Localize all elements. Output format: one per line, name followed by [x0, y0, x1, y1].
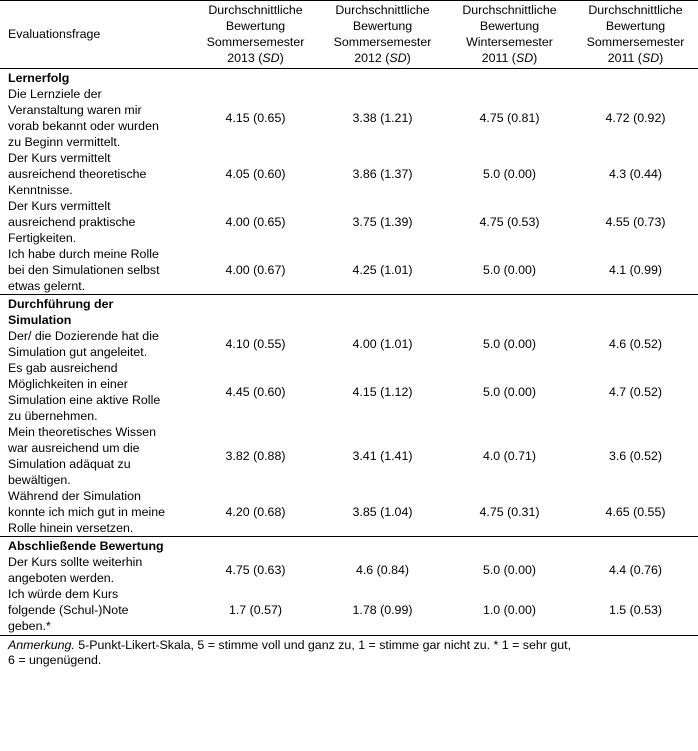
header-col-1-line1: Durchschnittliche — [208, 3, 303, 17]
question-line: Der Kurs vermittelt — [8, 199, 111, 213]
header-col-4-line1: Durchschnittliche — [588, 3, 683, 17]
header-col-2-line3: Sommersemester — [333, 35, 432, 49]
header-col-3-line1: Durchschnittliche — [462, 3, 557, 17]
value-cell: 4.00 (0.67) — [225, 263, 286, 277]
question-cell — [0, 424, 192, 488]
section-title-line: Simulation — [8, 313, 72, 327]
question-cell — [0, 198, 192, 246]
question-line: bei den Simulationen selbst — [8, 263, 160, 277]
value-cell: 5.0 (0.00) — [482, 385, 537, 399]
question-line: Fertigkeiten. — [8, 231, 77, 245]
question-cell — [0, 554, 192, 586]
question-line: Mein theoretisches Wissen — [8, 425, 157, 439]
question-line: war ausreichend um die — [8, 441, 140, 455]
question-line: Ich würde dem Kurs — [8, 587, 119, 601]
question-line: Rolle hinein versetzen. — [8, 521, 134, 535]
value-cell: 4.15 (0.65) — [225, 111, 286, 125]
question-line: Möglichkeiten in einer — [8, 377, 128, 391]
header-col-3-year: 2011 — [481, 51, 509, 65]
value-cell: 4.72 (0.92) — [605, 111, 666, 125]
table-body — [0, 69, 698, 669]
question-cell — [0, 246, 192, 295]
header-col-3-sd: SD — [515, 51, 534, 65]
header-col-1-year: 2013 — [227, 51, 255, 65]
header-col-4-year: 2011 — [607, 51, 635, 65]
table-row — [0, 586, 698, 636]
header-col-4: Durchschnittliche Bewertung Sommersemester 2011 (SD) — [573, 1, 698, 69]
value-cell: 3.86 (1.37) — [352, 167, 413, 181]
header-col-3-line3: Wintersemester — [466, 35, 553, 49]
value-cell: 4.65 (0.55) — [605, 505, 666, 519]
question-line: zu übernehmen. — [8, 409, 98, 423]
header-col-2-sd: SD — [389, 51, 407, 65]
section-title — [0, 295, 698, 329]
value-cell: 4.6 (0.84) — [355, 563, 410, 577]
question-cell — [0, 328, 192, 360]
value-cell: 4.4 (0.76) — [608, 563, 663, 577]
question-cell — [0, 360, 192, 424]
header-col-2-line1: Durchschnittliche — [335, 3, 430, 17]
table-row — [0, 488, 698, 537]
table-note-row — [0, 636, 698, 669]
section-title-label: Abschließende Bewertung — [8, 539, 164, 553]
question-cell — [0, 86, 192, 150]
table-row — [0, 150, 698, 198]
question-line: geben.* — [8, 619, 51, 633]
value-cell: 4.55 (0.73) — [605, 215, 666, 229]
question-line: Kenntnisse. — [8, 183, 73, 197]
question-header-label: Evaluationsfrage — [8, 27, 101, 41]
question-line: vorab bekannt oder wurden — [8, 119, 159, 133]
question-line: Simulation gut angeleitet. — [8, 345, 148, 359]
note-line-1: 5-Punkt-Likert-Skala, 5 = stimme voll und ganz zu, 1 = stimme gar nicht zu. * 1 = sehr gut, — [74, 638, 572, 652]
value-cell: 3.75 (1.39) — [352, 215, 413, 229]
value-cell: 3.85 (1.04) — [352, 505, 413, 519]
value-cell: 4.75 (0.81) — [479, 111, 540, 125]
header-col-1: Durchschnittliche Bewertung Sommersemester 2013 (SD) — [192, 1, 319, 69]
question-line: bewältigen. — [8, 473, 71, 487]
table-note — [0, 636, 698, 669]
header-row — [0, 1, 698, 69]
question-line: Simulation eine aktive Rolle — [8, 393, 161, 407]
header-col-4-line3: Sommersemester — [586, 35, 685, 49]
value-cell: 4.00 (0.65) — [225, 215, 286, 229]
question-line: Veranstaltung waren mir — [8, 103, 142, 117]
section-header — [0, 69, 698, 87]
section-header — [0, 537, 698, 555]
question-line: Der Kurs vermittelt — [8, 151, 111, 165]
header-col-2-year: 2012 — [354, 51, 382, 65]
value-cell: 4.75 (0.53) — [479, 215, 540, 229]
header-col-1-line2: Bewertung — [225, 19, 286, 33]
question-line: etwas gelernt. — [8, 279, 86, 293]
header-col-3: Durchschnittliche Bewertung Wintersemester 2011 (SD) — [446, 1, 573, 69]
question-line: folgende (Schul-)Note — [8, 603, 129, 617]
header-col-2: Durchschnittliche Bewertung Sommersemester 2012 (SD) — [319, 1, 446, 69]
table-row — [0, 554, 698, 586]
value-cell: 1.5 (0.53) — [573, 586, 698, 636]
header-col-4-sd: SD — [641, 51, 660, 65]
question-line: ausreichend praktische — [8, 215, 136, 229]
table-row — [0, 360, 698, 424]
section-title-full — [71, 312, 72, 313]
value-cell: 4.25 (1.01) — [352, 263, 413, 277]
note-line-2: 6 = ungenügend. — [8, 653, 102, 667]
value-cell: 4.6 (0.52) — [608, 337, 663, 351]
question-cell — [0, 150, 192, 198]
value-cell: 4.75 (0.63) — [225, 563, 286, 577]
question-cell — [0, 488, 192, 537]
question-line: Der Kurs sollte weiterhin — [8, 555, 143, 569]
table-row — [0, 86, 698, 150]
question-line: zu Beginn vermittelt. — [8, 135, 121, 149]
value-cell: 3.82 (0.88) — [225, 449, 286, 463]
value-cell: 4.05 (0.60) — [225, 167, 286, 181]
value-cell: 4.0 (0.71) — [482, 449, 537, 463]
question-line: Ich habe durch meine Rolle — [8, 247, 159, 261]
question-line: Während der Simulation — [8, 489, 141, 503]
section-title — [0, 537, 698, 555]
header-col-1-line3: Sommersemester — [206, 35, 305, 49]
value-cell: 4.75 (0.31) — [479, 505, 540, 519]
value-cell: 4.20 (0.68) — [225, 505, 286, 519]
value-cell: 4.1 (0.99) — [608, 263, 663, 277]
value-cell: 4.10 (0.55) — [225, 337, 286, 351]
value-cell: 4.00 (1.01) — [352, 337, 413, 351]
table-row — [0, 198, 698, 246]
value-cell: 4.15 (1.12) — [352, 385, 413, 399]
question-line: angeboten werden. — [8, 571, 115, 585]
header-col-3-line2: Bewertung — [479, 19, 540, 33]
value-cell: 1.7 (0.57) — [192, 586, 319, 636]
section-header — [0, 295, 698, 329]
header-col-4-line2: Bewertung — [605, 19, 666, 33]
table-row — [0, 328, 698, 360]
value-cell: 1.0 (0.00) — [446, 586, 573, 636]
table-row — [0, 424, 698, 488]
value-cell: 4.7 (0.52) — [608, 385, 663, 399]
question-line: ausreichend theoretische — [8, 167, 147, 181]
section-title — [0, 69, 698, 87]
question-line: Es gab ausreichend — [8, 361, 118, 375]
value-cell: 5.0 (0.00) — [482, 563, 537, 577]
question-line: konnte ich mich gut in meine — [8, 505, 166, 519]
question-line: Die Lernziele der — [8, 87, 102, 101]
section-title-label: Lernerfolg — [8, 71, 70, 85]
value-cell: 5.0 (0.00) — [482, 167, 537, 181]
value-cell: 3.38 (1.21) — [352, 111, 413, 125]
value-cell: 5.0 (0.00) — [482, 337, 537, 351]
value-cell: 4.3 (0.44) — [608, 167, 663, 181]
table-row — [0, 246, 698, 295]
value-cell: 4.45 (0.60) — [225, 385, 286, 399]
header-question — [0, 1, 192, 69]
value-cell: 3.6 (0.52) — [608, 449, 663, 463]
value-cell: 1.78 (0.99) — [319, 586, 446, 636]
note-label: Anmerkung. — [8, 638, 75, 652]
section-title-line: Durchführung der — [8, 297, 114, 311]
question-line: Simulation adäquat zu — [8, 457, 131, 471]
value-cell: 3.41 (1.41) — [352, 449, 413, 463]
header-col-1-sd: SD — [262, 51, 280, 65]
question-cell — [0, 586, 192, 636]
header-col-2-line2: Bewertung — [352, 19, 413, 33]
value-cell: 5.0 (0.00) — [482, 263, 537, 277]
question-line: Der/ die Dozierende hat die — [8, 329, 159, 343]
